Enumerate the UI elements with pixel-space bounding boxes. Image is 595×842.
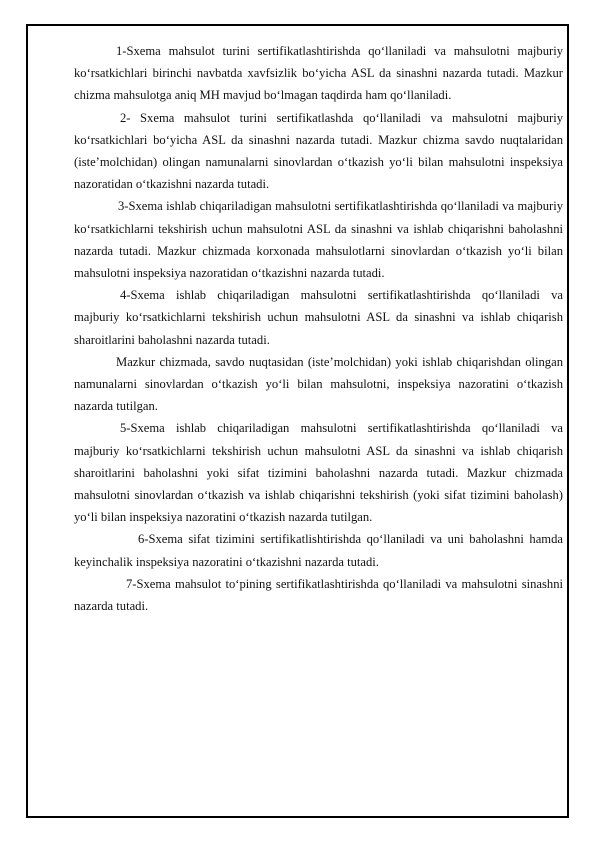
paragraph-scheme-4-note: Mazkur chizmada, savdo nuqtasidan (iste’molchidan) yoki ishlab chiqarishdan olingan namunalarni sinovlardan o‘tkazish yo‘li bilan mahsulotni, inspeksiya nazoratini o‘tkazish nazarda tutilgan.: [74, 354, 563, 414]
paragraph-scheme-3: 3-Sxema ishlab chiqariladigan mahsulotni sertifikatlashtirishda qo‘llaniladi va majburiy ko‘rsatkichlarni tekshirish uchun mahsulotni ASL da sinashni va ishlab chiqarishni baholashni nazarda tutadi. Mazkur chizmada korxonada mahsulotlarni sinovlardan o‘tkazish yo‘li bilan mahsulotni inspeksiya nazoratidan o‘tkazishni nazarda tutadi.: [74, 199, 563, 281]
paragraph-scheme-7: 7-Sxema mahsulot to‘pining sertifikatlashtirishda qo‘llaniladi va mahsulotni sinashni nazarda tutadi.: [74, 576, 563, 614]
paragraph-scheme-1: 1-Sxema mahsulot turini sertifikatlashtirishda qo‘llaniladi va mahsulotni majburiy ko‘rsatkichlari birinchi navbatda xavfsizlik bo‘yicha ASL da sinashni nazarda tutadi. Mazkur chizma mahsulotga aniq MH mavjud bo‘lmagan taqdirda ham qo‘llaniladi.: [74, 44, 563, 103]
paragraph-scheme-6: 6-Sxema sifat tizimini sertifikatlishtirishda qo‘llaniladi va uni baholashni hamda keyinchalik inspeksiya nazoratini o‘tkazishni nazarda tutadi.: [74, 532, 563, 569]
paragraph-scheme-2: 2- Sxema mahsulot turini sertifikatlashda qo‘llaniladi va mahsulotni majburiy ko‘rsatkichlari bo‘yicha ASL da sinashni nazarda tutadi. Mazkur chizma savdo nuqtalaridan (iste’molchidan) olingan namunalarni sinovlardan o‘tkazish yo‘li bilan mahsulotni inspeksiya nazoratidan o‘tkazishni nazarda tutadi.: [74, 110, 563, 192]
document-body: [74, 40, 563, 617]
paragraph-scheme-4: 4-Sxema ishlab chiqariladigan mahsulotni sertifikatlashtirishda qo‘llaniladi va majburiy ko‘rsatkichlarni tekshirish uchun mahsulotni ASL da sinashni va ishlab chiqarish sharoitlarini baholashni nazarda tutadi.: [74, 288, 563, 347]
paragraph-scheme-5: 5-Sxema ishlab chiqariladigan mahsulotni sertifikatlashtirishda qo‘llaniladi va majburiy ko‘rsatkichlarni tekshirish uchun mahsulotni ASL da sinashni va ishlab chiqarish sharoitlarini baholashni yoki sifat tizimini baholashni nazarda tutadi. Mazkur chizmada mahsulotni sinovlardan o‘tkazish va ishlab chiqarishni tekshirish (yoki sifat tizimini baholash) yo‘li bilan inspeksiya nazoratini o‘tkazish nazarda tutilgan.: [74, 421, 563, 525]
